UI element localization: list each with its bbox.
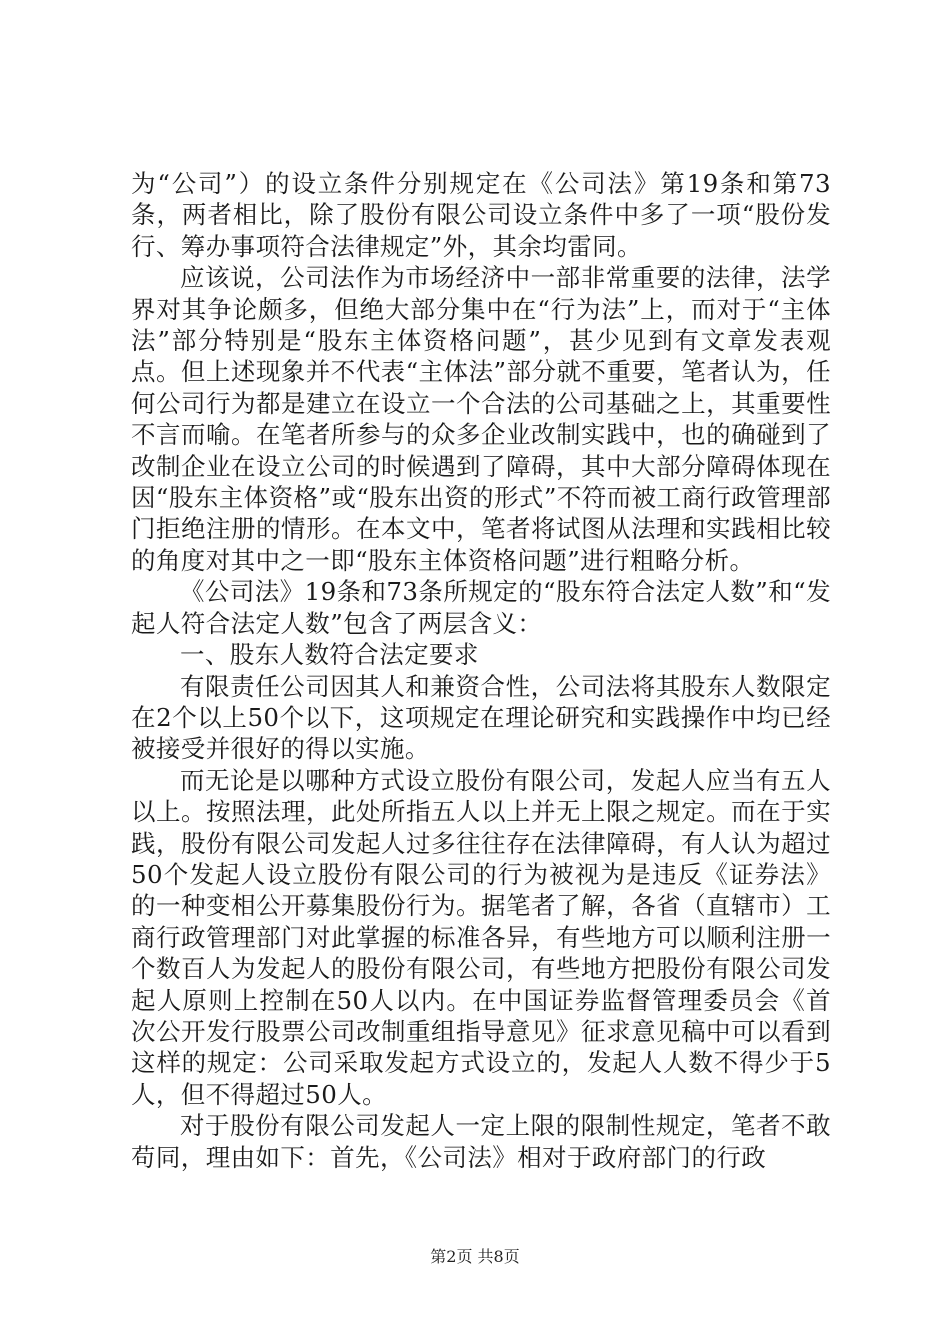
paragraph-1: 为“公司”）的设立条件分别规定在《公司法》第19条和第73条，两者相比，除了股份有限公司设立条件中多了一项“股份发行、筹办事项符合法律规定”外，其余均雷同。 — [131, 169, 831, 261]
body-text — [131, 168, 831, 1173]
page-footer: 第2页 共8页 — [430, 1247, 520, 1266]
section-heading-1: 一、股东人数符合法定要求 — [180, 640, 479, 670]
paragraph-3: 《公司法》19条和73条所规定的“股东符合法定人数”和“发起人符合法定人数”包含了两层含义： — [131, 577, 831, 638]
paragraph-4: 有限责任公司因其人和兼资合性，公司法将其股东人数限定在2个以上50个以下，这项规定在理论研究和实践操作中均已经被接受并很好的得以实施。 — [131, 671, 831, 764]
paragraph-5: 而无论是以哪种方式设立股份有限公司，发起人应当有五人以上。按照法理，此处所指五人以上并无上限之规定。而在于实践，股份有限公司发起人过多往往存在法律障碍，有人认为超过50个发起人设立股份有限公司的行为被视为是违反《证券法》的一种变相公开募集股份行为。据笔者了解，各省（直辖市）工商行政管理部门对此掌握的标准各异，有些地方可以顺利注册一个数百人为发起人的股份有限公司，有些地方把股份有限公司发起人原则上控制在50人以内。在中国证券监督管理委员会《首次公开发行股票公司改制重组指导意见》征求意见稿中可以看到这样的规定：公司采取发起方式设立的，发起人人数不得少于5人，但不得超过50人。 — [131, 765, 831, 1109]
paragraph-2: 应该说，公司法作为市场经济中一部非常重要的法律，法学界对其争论颇多，但绝大部分集中在“行为法”上，而对于“主体法”部分特别是“股东主体资格问题”，甚少见到有文章发表观点。但上述现象并不代表“主体法”部分就不重要，笔者认为，任何公司行为都是建立在设立一个合法的公司基础之上，其重要性不言而喻。在笔者所参与的众多企业改制实践中，也的确碰到了改制企业在设立公司的时候遇到了障碍，其中大部分障碍体现在因“股东主体资格”或“股东出资的形式”不符而被工商行政管理部门拒绝注册的情形。在本文中，笔者将试图从法理和实践相比较的角度对其中之一即“股东主体资格问题”进行粗略分析。 — [131, 263, 831, 575]
paragraph-6: 对于股份有限公司发起人一定上限的限制性规定，笔者不敢苟同，理由如下：首先，《公司法》相对于政府部门的行政 — [131, 1111, 831, 1172]
